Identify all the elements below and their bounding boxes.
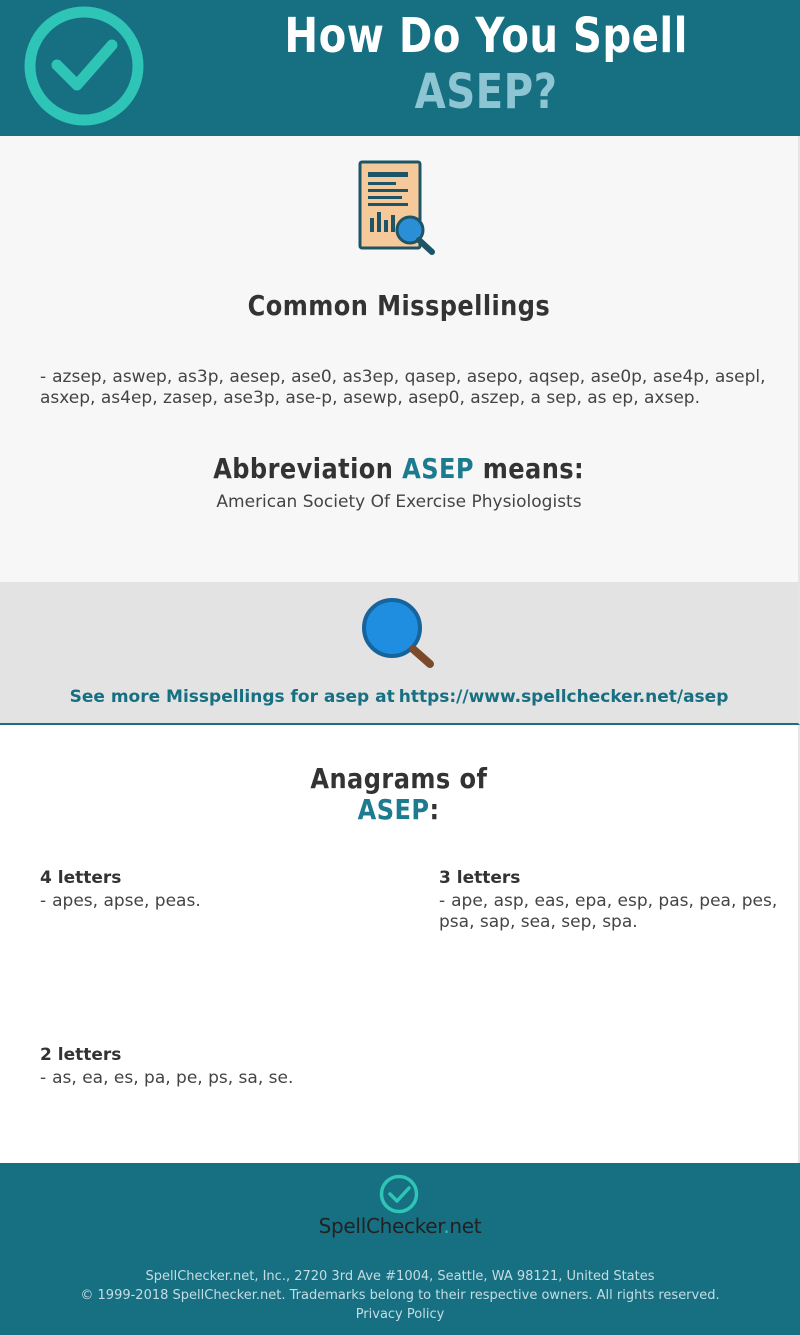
- magnifier-icon: [360, 597, 436, 669]
- misspellings-list: - azsep, aswep, as3p, aesep, ase0, as3ep, qasep, asepo, aqsep, ase0p, ase4p, asepl, asxep, as4ep, zasep, ase3p, ase-p, asewp, asep0, aszep, a sep, as ep, axsep.: [40, 367, 766, 408]
- see-more-url-link[interactable]: https://www.spellchecker.net/asep: [398, 687, 729, 707]
- page-title: How Do You Spell: [284, 8, 688, 64]
- anagrams-word: ASEP:: [358, 793, 440, 826]
- document-search-icon: [358, 160, 438, 255]
- see-more-label: See more Misspellings for asep at: [69, 687, 395, 707]
- page-title-word: ASEP?: [414, 64, 558, 120]
- anagram-group-words: - ape, asp, eas, epa, esp, pas, pea, pes, psa, sap, sea, sep, spa.: [439, 891, 778, 932]
- check-circle-icon[interactable]: [378, 1173, 420, 1215]
- site-header: [0, 0, 800, 136]
- footer-copyright: © 1999-2018 SpellChecker.net. Trademarks belong to their respective owners. All rights reserved.: [80, 1288, 720, 1303]
- footer-address: SpellChecker.net, Inc., 2720 3rd Ave #1004, Seattle, WA 98121, United States: [145, 1269, 655, 1284]
- anagram-group-label: 4 letters: [40, 868, 122, 888]
- abbreviation-heading: Abbreviation ASEP means:: [213, 452, 585, 485]
- anagram-group-label: 2 letters: [40, 1045, 122, 1065]
- privacy-policy-link[interactable]: Privacy Policy: [355, 1307, 445, 1322]
- anagram-group-words: - as, ea, es, pa, pe, ps, sa, se.: [40, 1068, 294, 1088]
- anagram-group-label: 3 letters: [439, 868, 521, 888]
- anagram-group-3: [439, 868, 779, 933]
- footer-brand[interactable]: SpellChecker.net: [318, 1214, 482, 1238]
- anagram-group-4: [40, 868, 400, 912]
- see-more-link-row: [0, 687, 798, 707]
- abbreviation-meaning: American Society Of Exercise Physiologists: [216, 492, 582, 512]
- anagrams-heading: Anagrams of: [310, 762, 488, 795]
- check-circle-icon[interactable]: [23, 5, 145, 127]
- anagram-group-words: - apes, apse, peas.: [40, 891, 201, 911]
- anagram-group-2: [40, 1045, 400, 1089]
- misspellings-heading: Common Misspellings: [247, 289, 551, 322]
